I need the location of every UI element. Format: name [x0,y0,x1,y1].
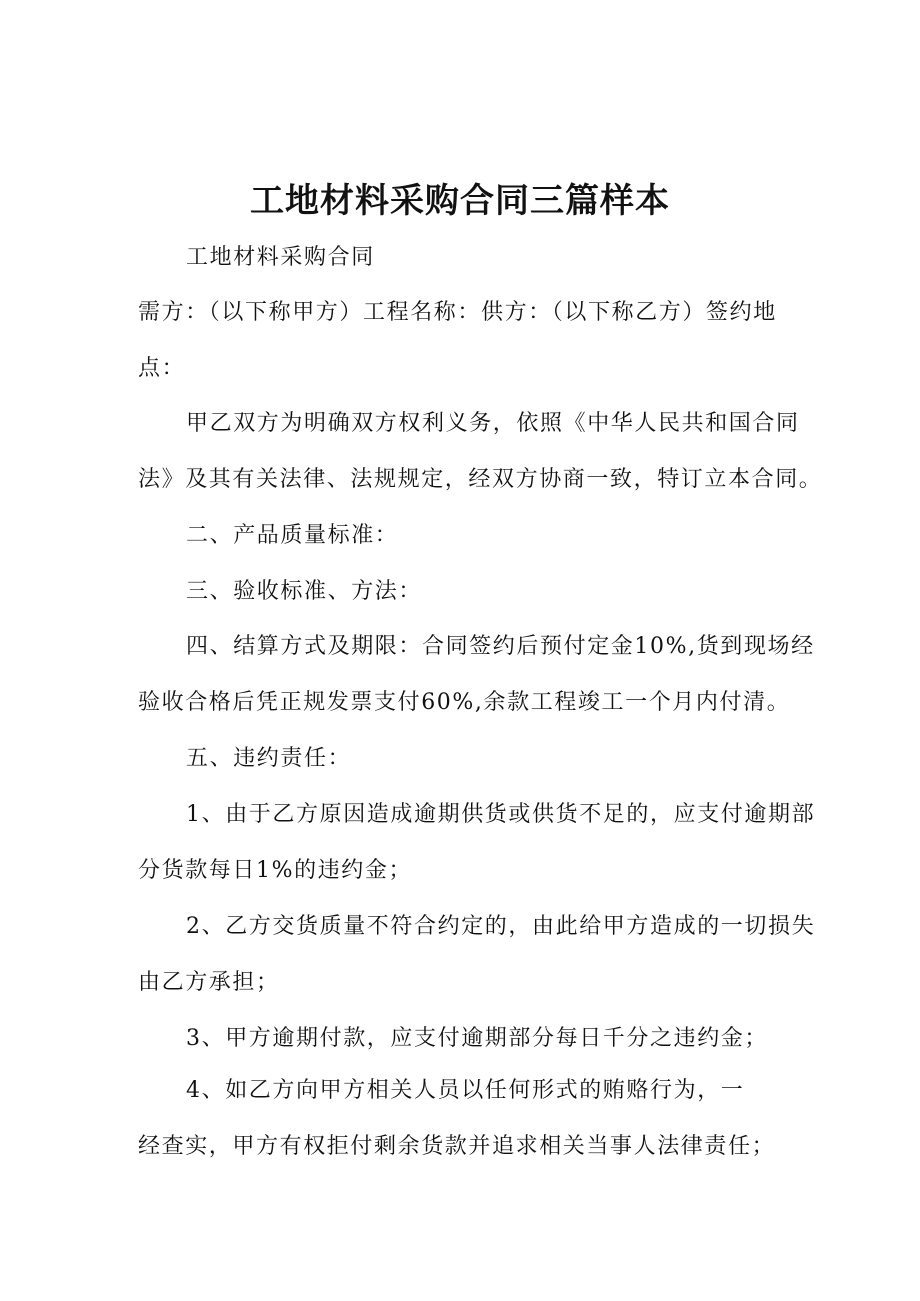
clause-4-line-2: 验收合格后凭正规发票支付60%,余款工程竣工一个月内付清。 [138,690,791,715]
clause-5-2-line-2: 由乙方承担； [138,970,280,995]
clause-5-4-line-2: 经查实，甲方有权拒付剩余货款并追求相关当事人法律责任； [138,1134,776,1159]
parties-line-1: 需方：（以下称甲方）工程名称：供方：（以下称乙方）签约地 [138,300,777,325]
clause-2-heading: 二、产品质量标准： [186,523,399,548]
clause-5-2-line-1: 2、乙方交货质量不符合约定的，由此给甲方造成的一切损失 [186,914,816,939]
clause-4-line-1: 四、结算方式及期限：合同签约后预付定金10%,货到现场经 [186,634,815,659]
clause-5-1-line-2: 分货款每日1%的违约金； [138,858,413,883]
preamble-line-2: 法》及其有关法律、法规规定，经双方协商一致，特订立本合同。 [138,467,823,492]
parties-line-2: 点： [138,356,186,381]
contract-heading: 工地材料采购合同 [186,245,375,270]
preamble-line-1: 甲乙双方为明确双方权利义务，依照《中华人民共和国合同 [186,411,800,436]
clause-3-heading: 三、验收标准、方法： [186,579,423,604]
clause-5-heading: 五、违约责任： [186,746,352,771]
clause-5-4-line-1: 4、如乙方向甲方相关人员以任何形式的贿赂行为，一 [186,1078,745,1103]
clause-5-1-line-1: 1、由于乙方原因造成逾期供货或供货不足的，应支付逾期部 [186,802,816,827]
document-title: 工地材料采购合同三篇样本 [250,181,670,221]
clause-5-3: 3、甲方逾期付款，应支付逾期部分每日千分之违约金； [186,1026,768,1051]
